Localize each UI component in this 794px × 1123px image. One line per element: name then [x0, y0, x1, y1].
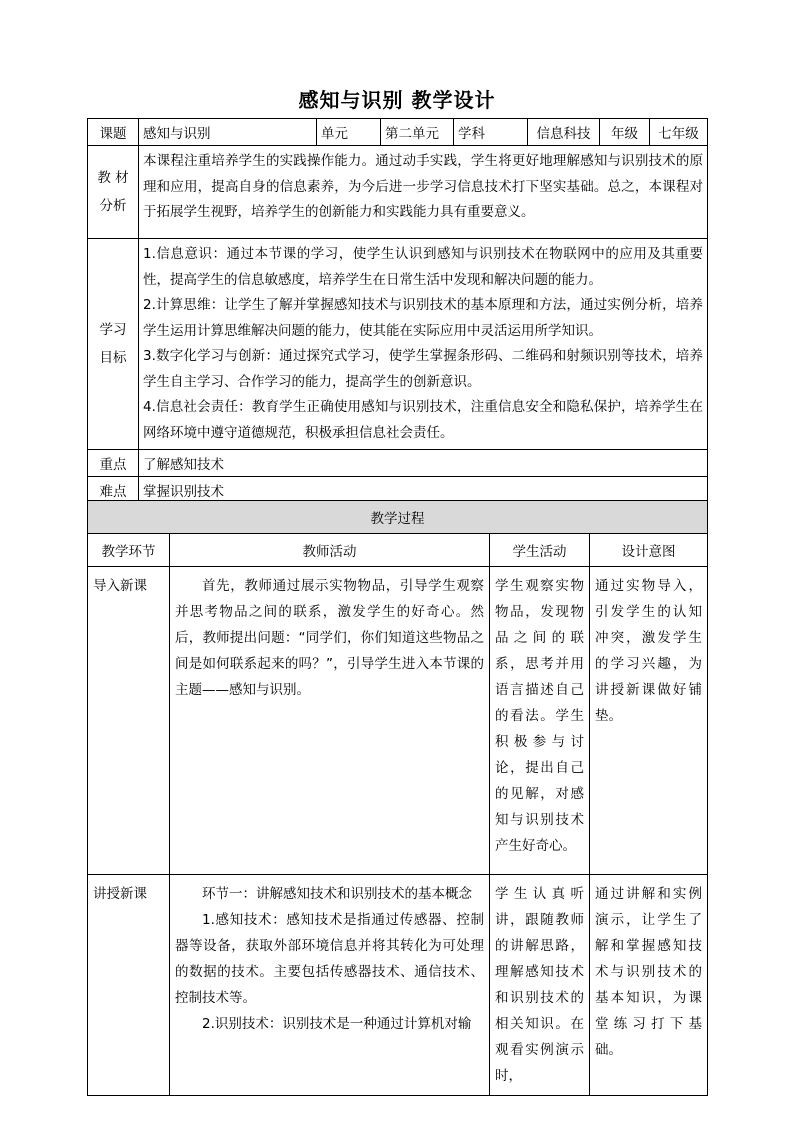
key-label: 重点: [88, 450, 139, 477]
table-row: [88, 875, 708, 1096]
goal-item: 3.数字化学习与创新：通过探究式学习，使学生掌握条形码、二维码和射频识别等技术，培养学生自主学习、合作学习的能力，提高学生的创新意识。: [143, 348, 703, 390]
teacher-paragraph: 2.识别技术：识别技术是一种通过计算机对输: [202, 1016, 472, 1032]
teacher-paragraph: 1.感知技术：感知技术是指通过传感器、控制器等设备，获取外部环境信息并将其转化为可处理的数据的技术。主要包括传感器技术、通信技术、控制技术等。: [175, 912, 484, 1006]
difficulty-label: 难点: [88, 477, 139, 504]
student-text: 学生认真听讲，跟随教师的讲解思路，理解感知技术和识别技术的相关知识。在观看实例演示时，: [495, 886, 584, 1084]
process-header: 教学过程: [88, 501, 708, 534]
topic-label: 课题: [88, 119, 139, 146]
design-intent-cell: [590, 875, 708, 1096]
subject-value: 信息科技: [528, 119, 600, 146]
unit-label: 单元: [317, 119, 381, 146]
goals-cell: [139, 239, 708, 450]
document-title: 感知与识别 教学设计: [298, 88, 496, 112]
teacher-activity-cell: [170, 567, 490, 875]
key-value: 了解感知技术: [139, 450, 708, 477]
unit-value: 第二单元: [381, 119, 454, 146]
column-header-student: 学生活动: [490, 534, 590, 567]
difficulty-value: 掌握识别技术: [139, 477, 708, 504]
student-text: 学生观察实物物品，发现物品之间的联系，思考并用语言描述自己的看法。学生积极参与讨论，提出自己的见解，对感知与识别技术产生好奇心。: [495, 578, 584, 854]
column-header-stage: 教学环节: [88, 534, 170, 567]
subject-label: 学科: [454, 119, 528, 146]
goal-item: 1.信息意识：通过本节课的学习，使学生认识到感知与识别技术在物联网中的应用及其重要性，提高学生的信息敏感度，培养学生在日常生活中发现和解决问题的能力。: [143, 246, 703, 288]
topic-value: 感知与识别: [139, 119, 317, 146]
teacher-paragraph: 首先，教师通过展示实物物品，引导学生观察并思考物品之间的联系，激发学生的好奇心。然后，教师提出问题：“同学们，你们知道这些物品之间是如何联系起来的吗？”，引导学生进入本节课的主题——感知与识别。: [175, 578, 484, 698]
intent-text: 通过实物导入，引发学生的认知冲突，激发学生的学习兴趣，为讲授新课做好铺垫。: [595, 578, 702, 724]
stage-cell: 导入新课: [88, 567, 170, 875]
info-table: [87, 118, 708, 504]
column-header-teacher: 教师活动: [170, 534, 490, 567]
analysis-label-line-1: 教 材: [97, 170, 129, 186]
goal-item: 2.计算思维：让学生了解并掌握感知技术与识别技术的基本原理和方法，通过实例分析，培养学生运用计算思维解决问题的能力，使其能在实际应用中灵活运用所学知识。: [143, 297, 703, 339]
analysis-cell: [139, 146, 708, 239]
grade-label: 年级: [600, 119, 650, 146]
student-activity-cell: [490, 875, 590, 1096]
process-table: [87, 500, 708, 1096]
analysis-label: [88, 146, 139, 239]
stage-cell: 讲授新课: [88, 875, 170, 1096]
goals-label-line-2: 目标: [99, 350, 127, 366]
column-header-intent: 设计意图: [590, 534, 708, 567]
grade-value: 七年级: [650, 119, 708, 146]
student-activity-cell: [490, 567, 590, 875]
intent-text: 通过讲解和实例演示，让学生了解和掌握感知技术与识别技术的基本知识，为课堂练习打下基础。: [595, 886, 702, 1058]
goals-label: [88, 239, 139, 450]
goals-label-line-1: 学习: [99, 322, 127, 338]
design-intent-cell: [590, 567, 708, 875]
teacher-activity-cell: [170, 875, 490, 1096]
table-row: [88, 567, 708, 875]
analysis-text: 本课程注重培养学生的实践操作能力。通过动手实践，学生将更好地理解感知与识别技术的原理和应用，提高自身的信息素养，为今后进一步学习信息技术打下坚实基础。总之，本课程对于拓展学生视野，培养学生的创新能力和实践能力具有重要意义。: [143, 153, 703, 220]
goal-item: 4.信息社会责任：教育学生正确使用感知与识别技术，注重信息安全和隐私保护，培养学生在网络环境中遵守道德规范，积极承担信息社会责任。: [143, 399, 703, 441]
teacher-paragraph: 环节一：讲解感知技术和识别技术的基本概念: [202, 886, 472, 902]
analysis-label-line-2: 分析: [99, 198, 127, 214]
